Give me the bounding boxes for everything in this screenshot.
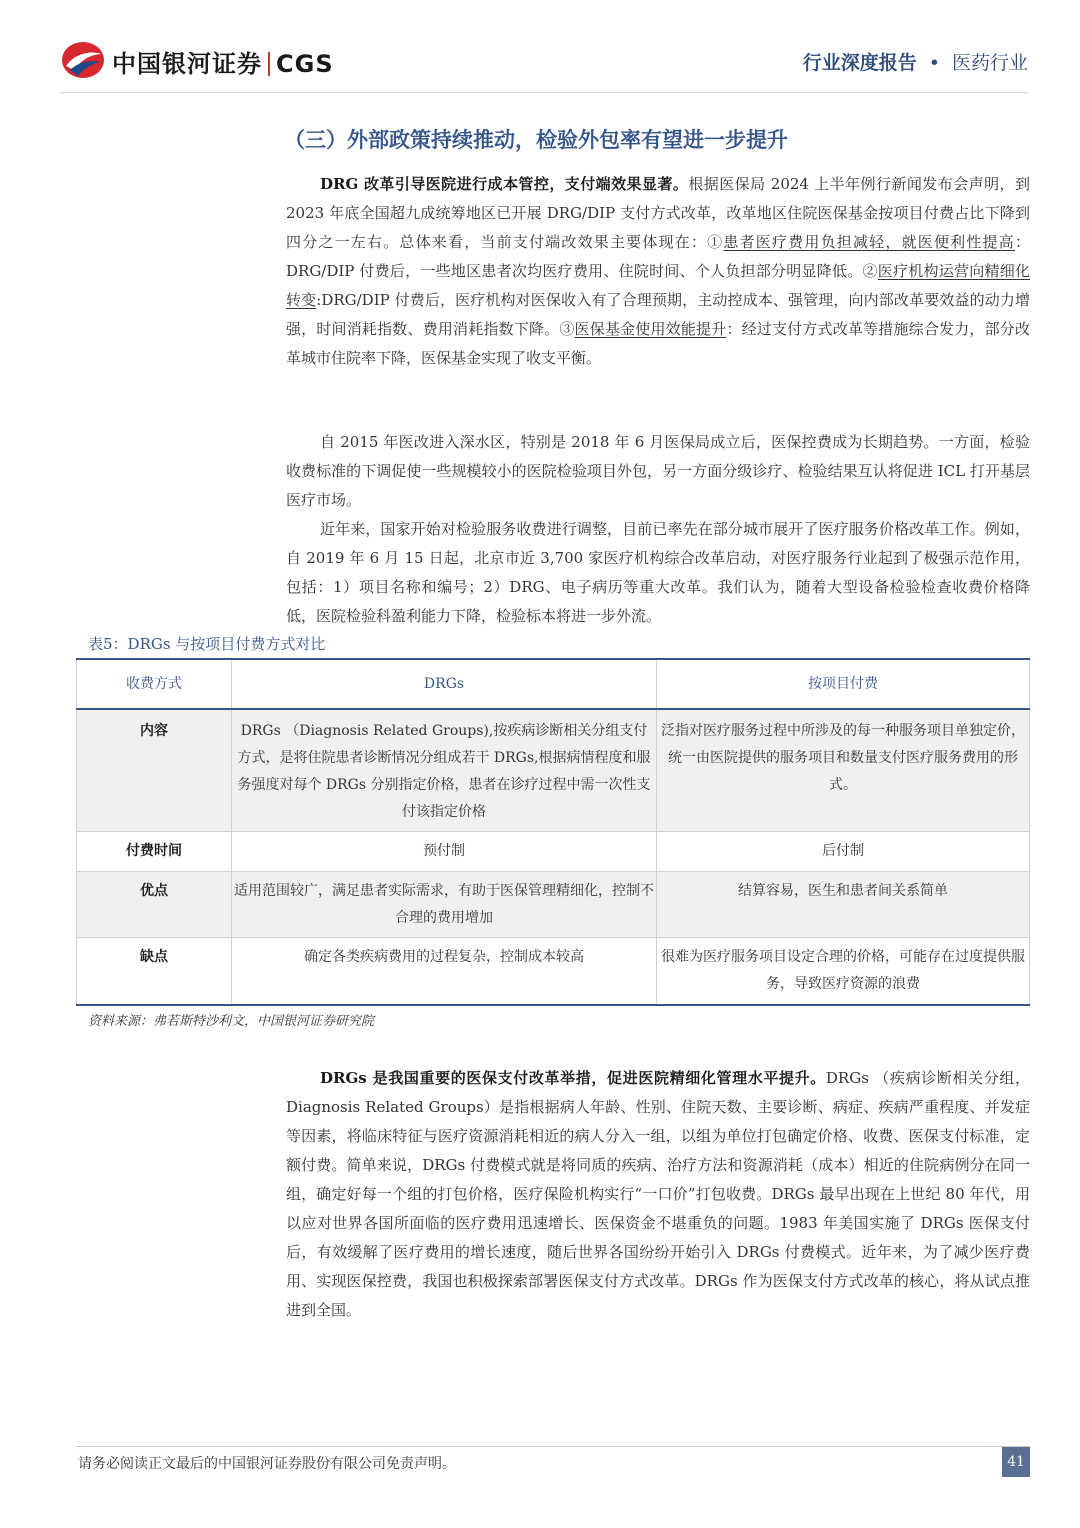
item-cell: 很难为医疗服务项目设定合理的价格，可能存在过度提供服务，导致医疗资源的浪费 — [657, 937, 1030, 1005]
table-header-cell: 收费方式 — [77, 659, 232, 709]
report-type: 行业深度报告 — [802, 52, 917, 74]
underlined-point-3: 医保基金使用效能提升 — [574, 320, 727, 338]
row-label: 缺点 — [77, 937, 232, 1005]
table-header-cell: DRGs — [232, 659, 657, 709]
brand-divider — [268, 52, 270, 76]
industry-name: 医药行业 — [951, 52, 1028, 74]
cgs-logo-icon — [60, 40, 106, 80]
section-title: （三）外部政策持续推动，检验外包率有望进一步提升 — [284, 127, 788, 152]
paragraph-text: :DRG/DIP 付费后，医疗机构对医保收入有了合理预期，主动控成本、强管理，向内部改革要效益的动力增强，时间消耗指数、费用消耗指数下降。③ — [286, 291, 1030, 338]
table-source: 资料来源：弗若斯特沙利文，中国银河证券研究院 — [88, 1014, 375, 1029]
paragraph-text: DRGs （疾病诊断相关分组，Diagnosis Related Groups）是指根据病人年龄、性别、住院天数、主要诊断、病症、疾病严重程度、并发症等因素，将临床特征与医疗资源消耗相近的病人分入一组，以组为单位打包确定价格、收费、医保支付标准，定额付费。简单来说，DRGs 付费模式就是将同质的疾病、治疗方法和资源消耗（成本）相近的住院病例分在同一组，确定好每一个组的打包价格，医疗保险机构实行“一口价”打包收费。DRGs 最早出现在上世纪 80 年代，用以应对世界各国所面临的医疗费用迅速增长、医保资金不堪重负的问题。1983 年美国实施了 DRGs 医保支付后，有效缓解了医疗费用的增长速度，随后世界各国纷纷开始引入 DRGs 付费模式。近年来，为了减少医疗费用、实现医保控费，我国也积极探索部署医保支付方式改革。DRGs 作为医保支付方式改革的核心，将从试点推进到全国。 — [286, 1069, 1030, 1319]
header-dot: • — [928, 52, 940, 74]
table-header-row — [77, 659, 1030, 709]
header-divider — [60, 92, 1028, 93]
table-row — [77, 937, 1030, 1005]
footer-disclaimer: 请务必阅读正文最后的中国银河证券股份有限公司免责声明。 — [78, 1456, 456, 1472]
report-label — [803, 48, 1028, 75]
paragraph-price-reform: 近年来，国家开始对检验服务收费进行调整，目前已率先在部分城市展开了医疗服务价格改革工作。例如，自 2019 年 6 月 15 日起，北京市近 3,700 家医疗机构综合改革启动，对医疗服务行业起到了极强示范作用，包括：1）项目名称和编号；2）DRG、电子病历等重大改革。我们认为，随着大型设备检验检查收费价格降低，医院检验科盈利能力下降，检验标本将进一步外流。 — [286, 520, 1030, 625]
paragraph-text: 根据医保局 2024 上半年例行新闻发布会声明，到 2023 年底全国超九成统筹地区已开展 DRG/DIP 支付方式改革，改革地区住院医保基金按项目付费占比下降到四分之一左右。总体来看，当前支付端改效果主要体现在：① — [286, 175, 1030, 251]
drgs-cell: 确定各类疾病费用的过程复杂，控制成本较高 — [232, 937, 657, 1005]
paragraph-text: ：经过支付方式改革等措施综合发力，部分改革城市住院率下降，医保基金实现了收支平衡。 — [286, 320, 1030, 367]
brand-en: CGS — [276, 50, 334, 78]
page-header — [0, 0, 1080, 100]
row-label: 内容 — [77, 709, 232, 831]
comparison-table — [76, 658, 1030, 1006]
brand-name — [112, 44, 334, 79]
underlined-point-2: 医疗机构运营向精细化转变 — [286, 262, 1030, 309]
row-label: 付费时间 — [77, 831, 232, 871]
paragraph-cost-control: 自 2015 年医改进入深水区，特别是 2018 年 6 月医保局成立后，医保控费成为长期趋势。一方面，检验收费标准的下调促使一些规模较小的医院检验项目外包，另一方面分级诊疗、检验结果互认将促进 ICL 打开基层医疗市场。 — [286, 433, 1030, 509]
item-cell: 泛指对医疗服务过程中所涉及的每一种服务项目单独定价，统一由医院提供的服务项目和数量支付医疗服务费用的形式。 — [657, 709, 1030, 831]
table-row — [77, 871, 1030, 937]
row-label: 优点 — [77, 871, 232, 937]
paragraph-drgs-intro — [286, 1064, 1030, 1325]
paragraph-lead: DRG 改革引导医院进行成本管控，支付端效果显著。 — [320, 175, 689, 193]
drgs-cell: DRGs （Diagnosis Related Groups),按疾病诊断相关分组支付方式，是将住院患者诊断情况分组成若干 DRGs,根据病情程度和服务强度对每个 DRGs 分别指定价格，患者在诊疗过程中需一次性支付该指定价格 — [232, 709, 657, 831]
paragraph-text: ：DRG/DIP 付费后，一些地区患者次均医疗费用、住院时间、个人负担部分明显降低。② — [286, 233, 1030, 280]
footer-divider — [76, 1446, 1030, 1447]
drgs-cell: 预付制 — [232, 831, 657, 871]
paragraph-drg-reform — [286, 170, 1030, 373]
table-row — [77, 831, 1030, 871]
table-caption: 表5：DRGs 与按项目付费方式对比 — [88, 635, 326, 653]
table-row — [77, 709, 1030, 831]
table-header-cell: 按项目付费 — [657, 659, 1030, 709]
underlined-point-1: 患者医疗费用负担减轻，就医便利性提高 — [723, 233, 1015, 251]
brand-cn: 中国银河证券 — [112, 50, 262, 78]
paragraph-lead: DRGs 是我国重要的医保支付改革举措，促进医院精细化管理水平提升。 — [320, 1069, 826, 1087]
item-cell: 结算容易，医生和患者间关系简单 — [657, 871, 1030, 937]
drgs-cell: 适用范围较广，满足患者实际需求，有助于医保管理精细化，控制不合理的费用增加 — [232, 871, 657, 937]
item-cell: 后付制 — [657, 831, 1030, 871]
page-number: 41 — [1002, 1447, 1030, 1477]
